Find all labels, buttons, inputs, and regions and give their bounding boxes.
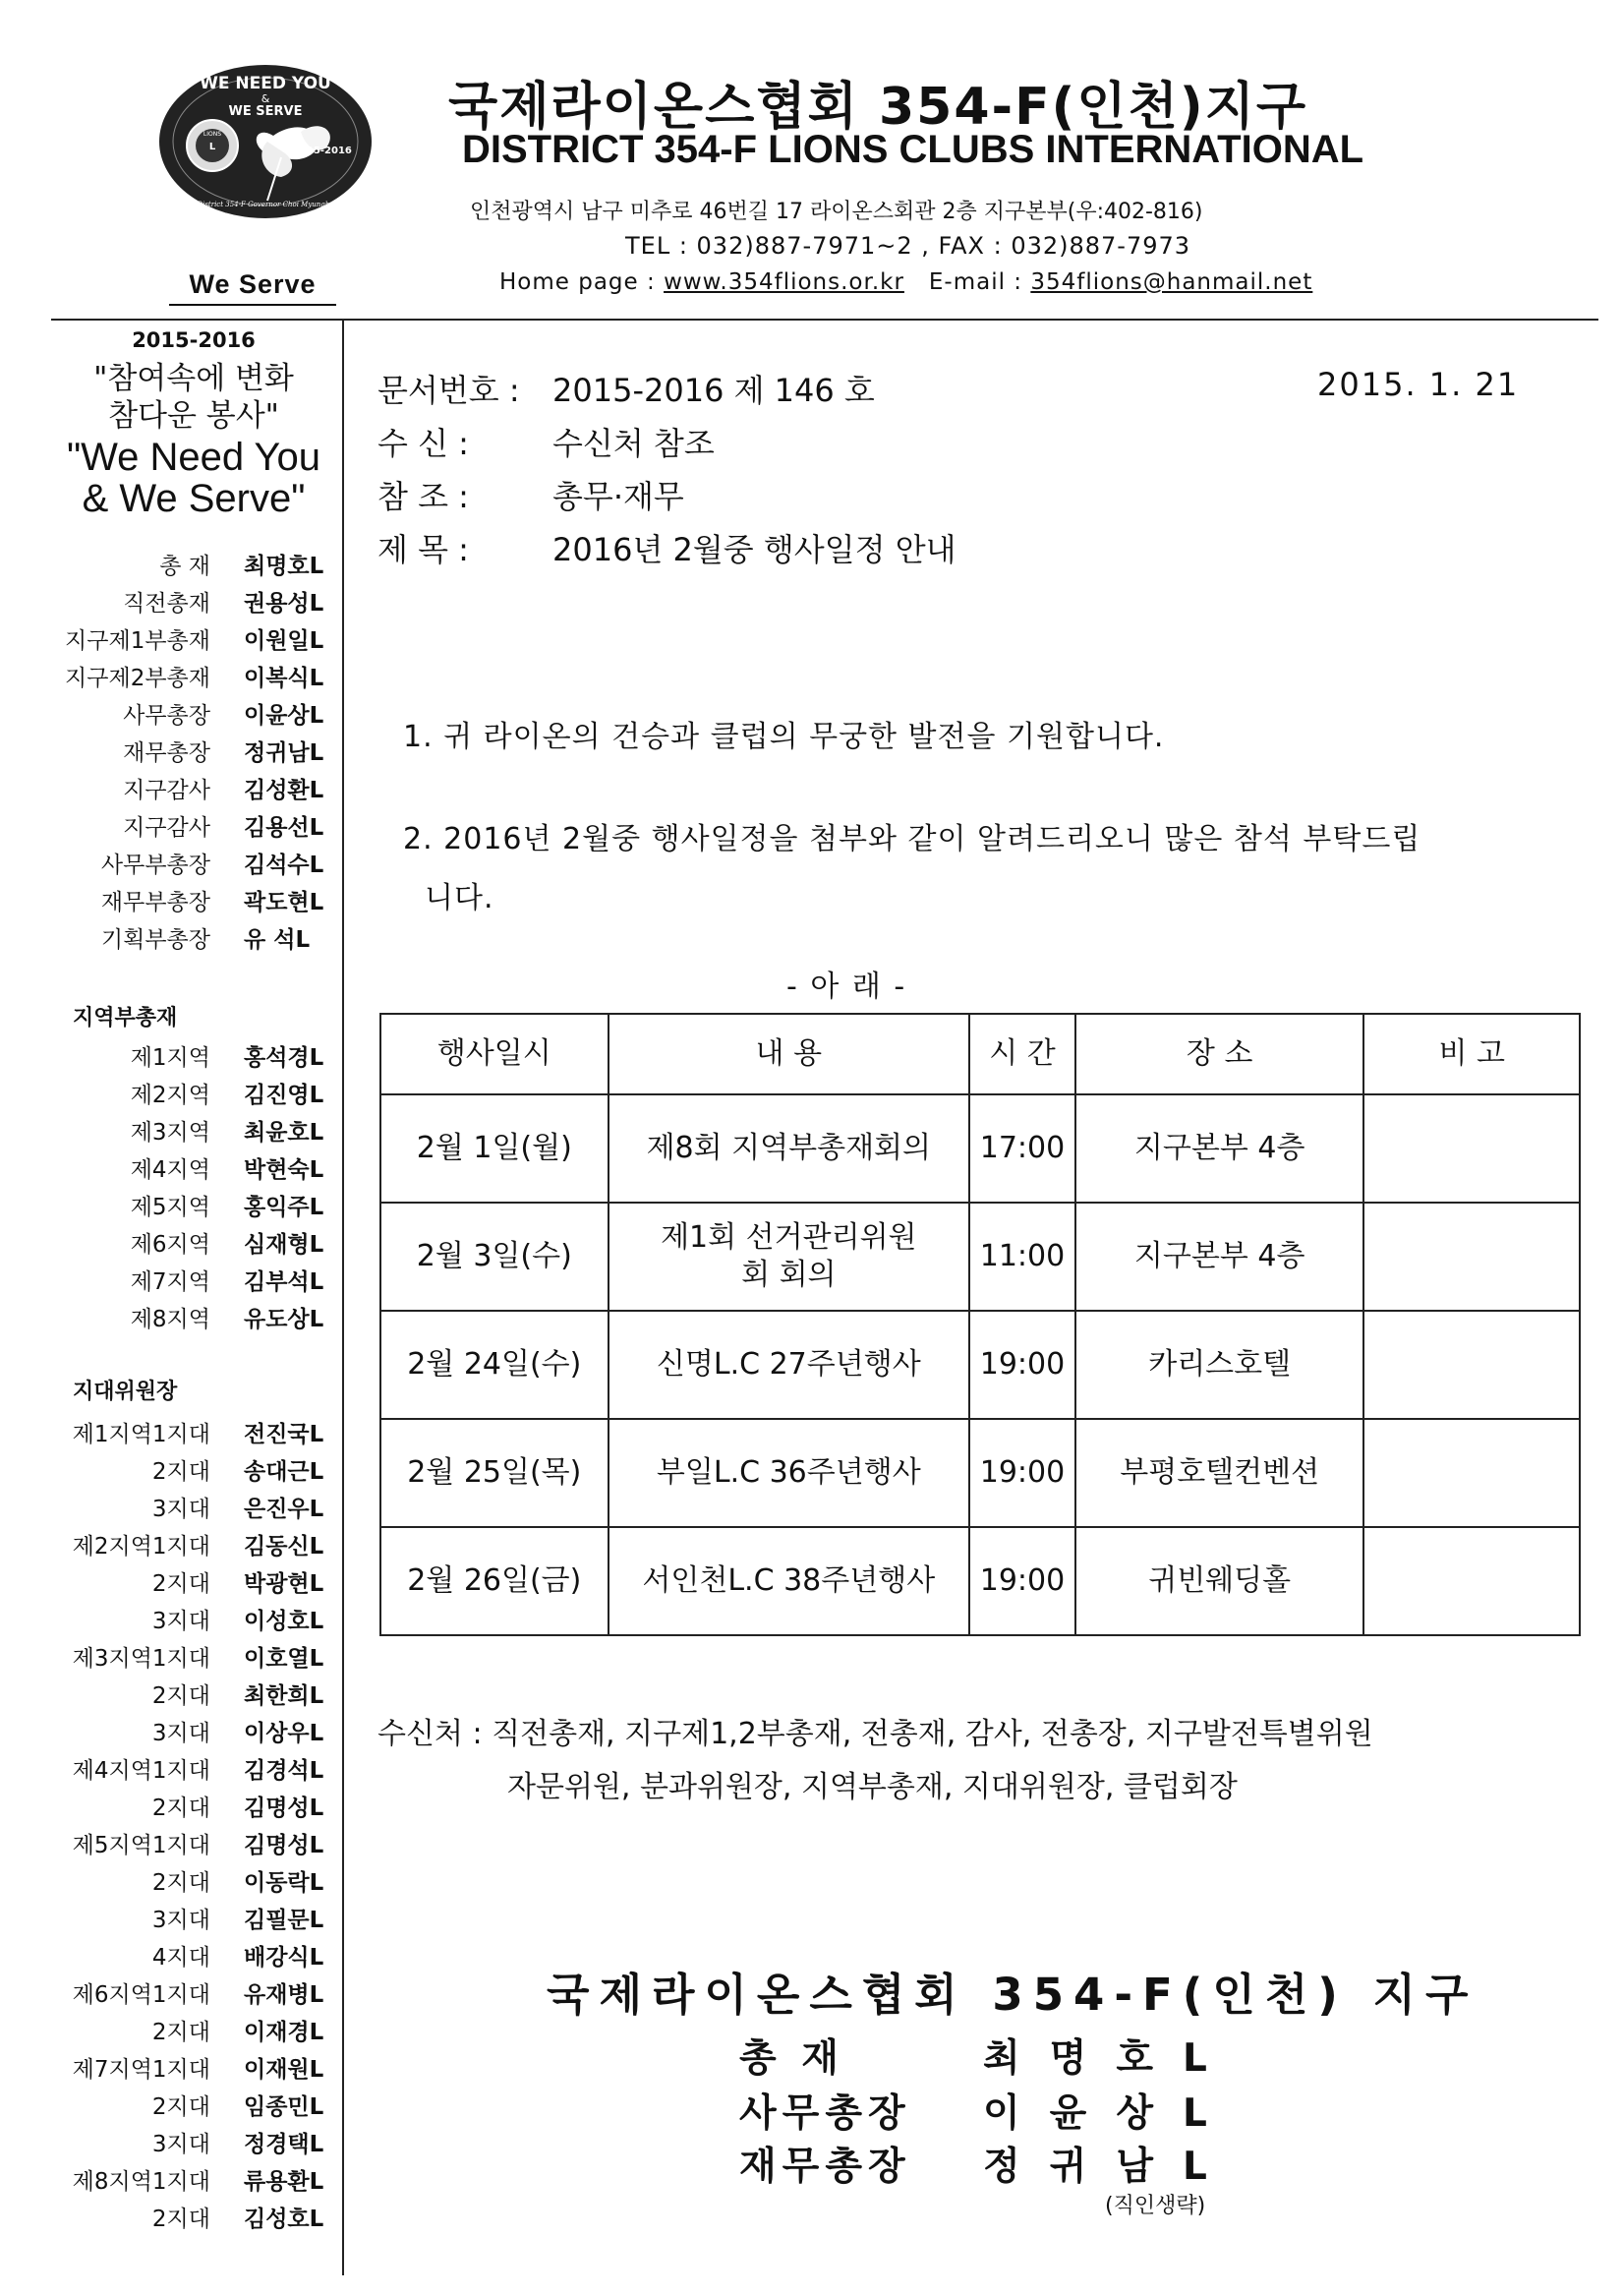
zone-name: 김동신L — [244, 1534, 324, 1560]
officer-title: 재무총장 — [123, 740, 210, 766]
doc-number: 2015-2016 제 146 호 — [552, 372, 875, 409]
recipients-list-1: 직전총재, 지구제1,2부총재, 전총재, 감사, 전총장, 지구발전특별위원 — [492, 1717, 1373, 1751]
zone-title: 3지대 — [151, 1497, 210, 1522]
zone-row — [51, 1790, 342, 1827]
svg-text:District 354-F Governor Choi M: District 354-F Governor Choi Myungho — [197, 201, 334, 208]
signature-row — [739, 2136, 1250, 2187]
zone-title: 제8지역1지대 — [72, 2169, 210, 2195]
regional-name: 김진영L — [244, 1083, 324, 1108]
officer-title: 지구제2부총재 — [65, 666, 210, 691]
zone-row — [51, 1528, 342, 1565]
zone-title: 4지대 — [151, 1945, 210, 1971]
regional-name: 김부석L — [244, 1269, 324, 1295]
zone-title: 제4지역1지대 — [72, 1758, 210, 1784]
regional-row — [51, 1151, 342, 1189]
regional-row — [51, 1077, 342, 1114]
sidebar-motto-korean — [51, 360, 336, 435]
officer-title: 사무총장 — [123, 703, 210, 729]
zone-title: 제5지역1지대 — [72, 1833, 210, 1858]
cell-note — [1363, 1094, 1580, 1203]
table-row — [380, 1203, 1580, 1311]
zone-row — [51, 2014, 342, 2051]
officer-name: 이원일L — [244, 628, 324, 654]
officer-row — [51, 697, 342, 735]
seal-omitted-note: (직인생략) — [1105, 2194, 1206, 2218]
officer-row — [51, 548, 342, 585]
org-name-english: DISTRICT 354-F LIONS CLUBS INTERNATIONAL — [462, 128, 1364, 171]
we-serve-slogan: We Serve — [189, 269, 317, 299]
header-content: 내 용 — [609, 1014, 969, 1094]
table-row — [380, 1311, 1580, 1419]
zone-name: 이상우L — [244, 1721, 324, 1746]
motto-en-line-2: & We Serve" — [82, 477, 306, 520]
reference-label: 참 조 : — [377, 478, 469, 515]
zone-name: 최한희L — [244, 1683, 324, 1709]
svg-text:L: L — [208, 142, 216, 152]
subject-label: 제 목 : — [377, 531, 469, 568]
signature-name: 이윤상L — [983, 2091, 1237, 2136]
zone-row — [51, 1640, 342, 1678]
doc-number-line — [377, 366, 875, 411]
regional-name: 박현숙L — [244, 1157, 324, 1183]
recipient-label: 수 신 : — [377, 425, 469, 462]
homepage-link[interactable]: www.354flions.or.kr — [664, 269, 904, 295]
zone-row — [51, 2051, 342, 2089]
zone-row — [51, 1715, 342, 1752]
zone-row — [51, 1827, 342, 1864]
zone-row — [51, 2163, 342, 2201]
recipients-label: 수신처 : — [377, 1717, 483, 1751]
zone-name: 전진국L — [244, 1422, 324, 1447]
cell-place: 지구본부 4층 — [1075, 1203, 1363, 1311]
email-link[interactable]: 354flions@hanmail.net — [1030, 269, 1313, 295]
table-row — [380, 1094, 1580, 1203]
officer-row — [51, 735, 342, 772]
regional-title: 제2지역 — [130, 1083, 210, 1108]
regional-row — [51, 1226, 342, 1264]
cell-place: 귀빈웨딩홀 — [1075, 1527, 1363, 1635]
regional-name: 홍석경L — [244, 1045, 324, 1071]
zone-name: 이동락L — [244, 1870, 324, 1896]
officer-name: 김석수L — [244, 853, 324, 878]
zone-name: 송대근L — [244, 1459, 324, 1485]
header-divider — [51, 319, 1598, 321]
zone-name: 이호열L — [244, 1646, 324, 1672]
recipient-value: 수신처 참조 — [552, 425, 715, 462]
slogan-underline — [169, 304, 336, 306]
regional-row — [51, 1189, 342, 1226]
signature-org: 국제라이온스협회 354-F(인천) 지구 — [547, 1969, 1478, 2021]
officer-row — [51, 884, 342, 921]
zone-name: 배강식L — [244, 1945, 324, 1971]
officer-name: 권용성L — [244, 591, 324, 617]
regional-title: 제7지역 — [130, 1269, 210, 1295]
org-name-korean: 국제라이온스협회 354-F(인천)지구 — [448, 78, 1308, 137]
officer-title: 재무부총장 — [100, 890, 210, 915]
schedule-table — [379, 1013, 1581, 1636]
svg-text:2015-2016: 2015-2016 — [293, 146, 352, 156]
doc-number-label: 문서번호 : — [377, 372, 520, 409]
cell-date: 2월 26일(금) — [380, 1527, 609, 1635]
zone-row — [51, 1565, 342, 1603]
zone-row — [51, 1491, 342, 1528]
regional-title: 제1지역 — [130, 1045, 210, 1071]
zone-name: 김경석L — [244, 1758, 324, 1784]
zone-name: 김필문L — [244, 1908, 324, 1933]
officer-title: 기획부총장 — [100, 927, 210, 953]
zone-row — [51, 1976, 342, 2014]
zone-row — [51, 2126, 342, 2163]
header-note: 비 고 — [1363, 1014, 1580, 1094]
homepage-label: Home page : — [499, 269, 665, 295]
regional-name: 심재형L — [244, 1232, 324, 1258]
below-heading: - 아 래 - — [786, 970, 907, 1004]
zone-name: 은진우L — [244, 1497, 324, 1522]
officer-row — [51, 809, 342, 847]
table-row — [380, 1419, 1580, 1527]
signature-name: 정귀남L — [983, 2145, 1237, 2189]
header-place: 장 소 — [1075, 1014, 1363, 1094]
signature-row — [739, 2083, 1250, 2134]
zone-title: 3지대 — [151, 1908, 210, 1933]
regional-row — [51, 1039, 342, 1077]
zone-row — [51, 1603, 342, 1640]
org-address: 인천광역시 남구 미추로 46번길 17 라이온스회관 2층 지구본부(우:402-816) — [470, 200, 1203, 224]
zone-name: 김성호L — [244, 2207, 324, 2232]
signature-role: 총 재 — [739, 2036, 844, 2081]
recipient-line — [377, 419, 715, 464]
paragraph-2-line-1: 2. 2016년 2월중 행사일정을 첨부와 같이 알려드리오니 많은 참석 부탁드립 — [403, 822, 1421, 856]
officer-row — [51, 921, 342, 959]
cell-content: 제1회 선거관리위원회 회의 — [609, 1203, 969, 1311]
zone-title: 3지대 — [151, 1721, 210, 1746]
recipients-line-1 — [377, 1709, 1373, 1752]
zone-title: 2지대 — [151, 1571, 210, 1597]
zone-title: 2지대 — [151, 2094, 210, 2120]
regional-title: 제6지역 — [130, 1232, 210, 1258]
cell-date: 2월 3일(수) — [380, 1203, 609, 1311]
regional-heading: 지역부총재 — [73, 1006, 178, 1030]
officer-title: 지구감사 — [123, 815, 210, 841]
officer-row — [51, 847, 342, 884]
signature-role: 재무총장 — [739, 2145, 911, 2189]
svg-text:LIONS: LIONS — [203, 131, 222, 138]
officer-name: 최명호L — [244, 554, 324, 579]
officer-name: 이복식L — [244, 666, 324, 691]
svg-text:&: & — [261, 92, 270, 105]
regional-name: 유도상L — [244, 1307, 324, 1332]
zone-title: 2지대 — [151, 1683, 210, 1709]
zone-title: 제2지역1지대 — [72, 1534, 210, 1560]
table-row — [380, 1527, 1580, 1635]
signature-row — [739, 2028, 1250, 2079]
officer-row — [51, 772, 342, 809]
zone-name: 임종민L — [244, 2094, 324, 2120]
signature-name: 최명호L — [983, 2036, 1237, 2081]
regional-title: 제4지역 — [130, 1157, 210, 1183]
officer-name: 유 석L — [244, 927, 311, 953]
cell-content: 부일L.C 36주년행사 — [609, 1419, 969, 1527]
subject-line — [377, 525, 956, 570]
zone-title: 2지대 — [151, 2207, 210, 2232]
svg-text:WE SERVE: WE SERVE — [228, 104, 303, 119]
paragraph-1: 1. 귀 라이온의 건승과 클럽의 무궁한 발전을 기원합니다. — [403, 720, 1165, 754]
officer-title: 직전총재 — [123, 591, 210, 617]
zone-name: 정경택L — [244, 2132, 324, 2157]
paragraph-2-line-2: 니다. — [425, 881, 494, 915]
zone-title: 3지대 — [151, 2132, 210, 2157]
signature-role: 사무총장 — [739, 2091, 911, 2136]
zone-row — [51, 1416, 342, 1453]
sidebar-divider — [342, 319, 344, 2275]
cell-date: 2월 25일(목) — [380, 1419, 609, 1527]
sidebar-motto-english — [51, 437, 336, 519]
officer-title: 총 재 — [159, 554, 210, 579]
zone-row — [51, 1902, 342, 1939]
zone-title: 2지대 — [151, 2020, 210, 2045]
regional-title: 제5지역 — [130, 1195, 210, 1220]
zone-name: 박광현L — [244, 1571, 324, 1597]
zone-title: 2지대 — [151, 1796, 210, 1821]
zone-row — [51, 2201, 342, 2238]
zone-row — [51, 1678, 342, 1715]
officer-name: 김용선L — [244, 815, 324, 841]
zone-name: 류용환L — [244, 2169, 324, 2195]
subject-value: 2016년 2월중 행사일정 안내 — [552, 531, 956, 568]
regional-name: 최윤호L — [244, 1120, 324, 1146]
cell-date: 2월 24일(수) — [380, 1311, 609, 1419]
officer-name: 곽도현L — [244, 890, 324, 915]
zone-title: 제6지역1지대 — [72, 1982, 210, 2008]
motto-en-line-1: "We Need You — [66, 436, 321, 479]
email-label: E-mail : — [928, 269, 1031, 295]
zone-name: 이재경L — [244, 2020, 324, 2045]
zone-row — [51, 1453, 342, 1491]
regional-row — [51, 1264, 342, 1301]
table-header-row — [380, 1014, 1580, 1094]
regional-title: 제3지역 — [130, 1120, 210, 1146]
zone-title: 2지대 — [151, 1870, 210, 1896]
zone-row — [51, 1939, 342, 1976]
zone-name: 이성호L — [244, 1609, 324, 1634]
org-tel-fax: TEL : 032)887-7971~2 , FAX : 032)887-7973 — [625, 232, 1191, 260]
officer-title: 지구감사 — [123, 778, 210, 803]
doc-date: 2015. 1. 21 — [1317, 366, 1520, 403]
cell-content: 신명L.C 27주년행사 — [609, 1311, 969, 1419]
cell-content: 서인천L.C 38주년행사 — [609, 1527, 969, 1635]
zone-name: 이재원L — [244, 2057, 324, 2083]
zone-heading: 지대위원장 — [73, 1380, 178, 1404]
org-web-contact — [499, 269, 1312, 295]
officer-name: 이윤상L — [244, 703, 324, 729]
regional-title: 제8지역 — [130, 1307, 210, 1332]
officer-name: 정귀남L — [244, 740, 324, 766]
officer-title: 사무부총장 — [100, 853, 210, 878]
officer-row — [51, 660, 342, 697]
cell-place: 부평호텔컨벤션 — [1075, 1419, 1363, 1527]
cell-time: 17:00 — [969, 1094, 1075, 1203]
zone-row — [51, 2089, 342, 2126]
officer-row — [51, 622, 342, 660]
regional-name: 홍익주L — [244, 1195, 324, 1220]
svg-text:WE NEED YOU: WE NEED YOU — [200, 74, 331, 93]
officer-row — [51, 585, 342, 622]
zone-title: 제7지역1지대 — [72, 2057, 210, 2083]
header-date: 행사일시 — [380, 1014, 609, 1094]
zone-name: 김명성L — [244, 1833, 324, 1858]
cell-note — [1363, 1203, 1580, 1311]
regional-row — [51, 1301, 342, 1338]
zone-title: 제1지역1지대 — [72, 1422, 210, 1447]
recipients-line-2: 자문위원, 분과위원장, 지역부총재, 지대위원장, 클럽회장 — [507, 1770, 1238, 1804]
zone-name: 유재병L — [244, 1982, 324, 2008]
cell-note — [1363, 1419, 1580, 1527]
zone-title: 3지대 — [151, 1609, 210, 1634]
cell-note — [1363, 1527, 1580, 1635]
zone-row — [51, 1864, 342, 1902]
header-time: 시 간 — [969, 1014, 1075, 1094]
regional-row — [51, 1114, 342, 1151]
zone-row — [51, 1752, 342, 1790]
motto-ko-line-1: "참여속에 변화 — [93, 361, 294, 396]
cell-time: 19:00 — [969, 1311, 1075, 1419]
sidebar-year: 2015-2016 — [132, 328, 256, 352]
cell-time: 19:00 — [969, 1419, 1075, 1527]
motto-ko-line-2: 참다운 봉사" — [108, 398, 279, 434]
cell-time: 19:00 — [969, 1527, 1075, 1635]
cell-note — [1363, 1311, 1580, 1419]
lions-district-logo — [157, 63, 374, 220]
officer-name: 김성환L — [244, 778, 324, 803]
zone-name: 김명성L — [244, 1796, 324, 1821]
zone-title: 제3지역1지대 — [72, 1646, 210, 1672]
zone-title: 2지대 — [151, 1459, 210, 1485]
cell-date: 2월 1일(월) — [380, 1094, 609, 1203]
reference-value: 총무·재무 — [552, 478, 684, 515]
officer-title: 지구제1부총재 — [65, 628, 210, 654]
cell-place: 지구본부 4층 — [1075, 1094, 1363, 1203]
cell-place: 카리스호텔 — [1075, 1311, 1363, 1419]
cell-content: 제8회 지역부총재회의 — [609, 1094, 969, 1203]
reference-line — [377, 472, 684, 517]
cell-time: 11:00 — [969, 1203, 1075, 1311]
